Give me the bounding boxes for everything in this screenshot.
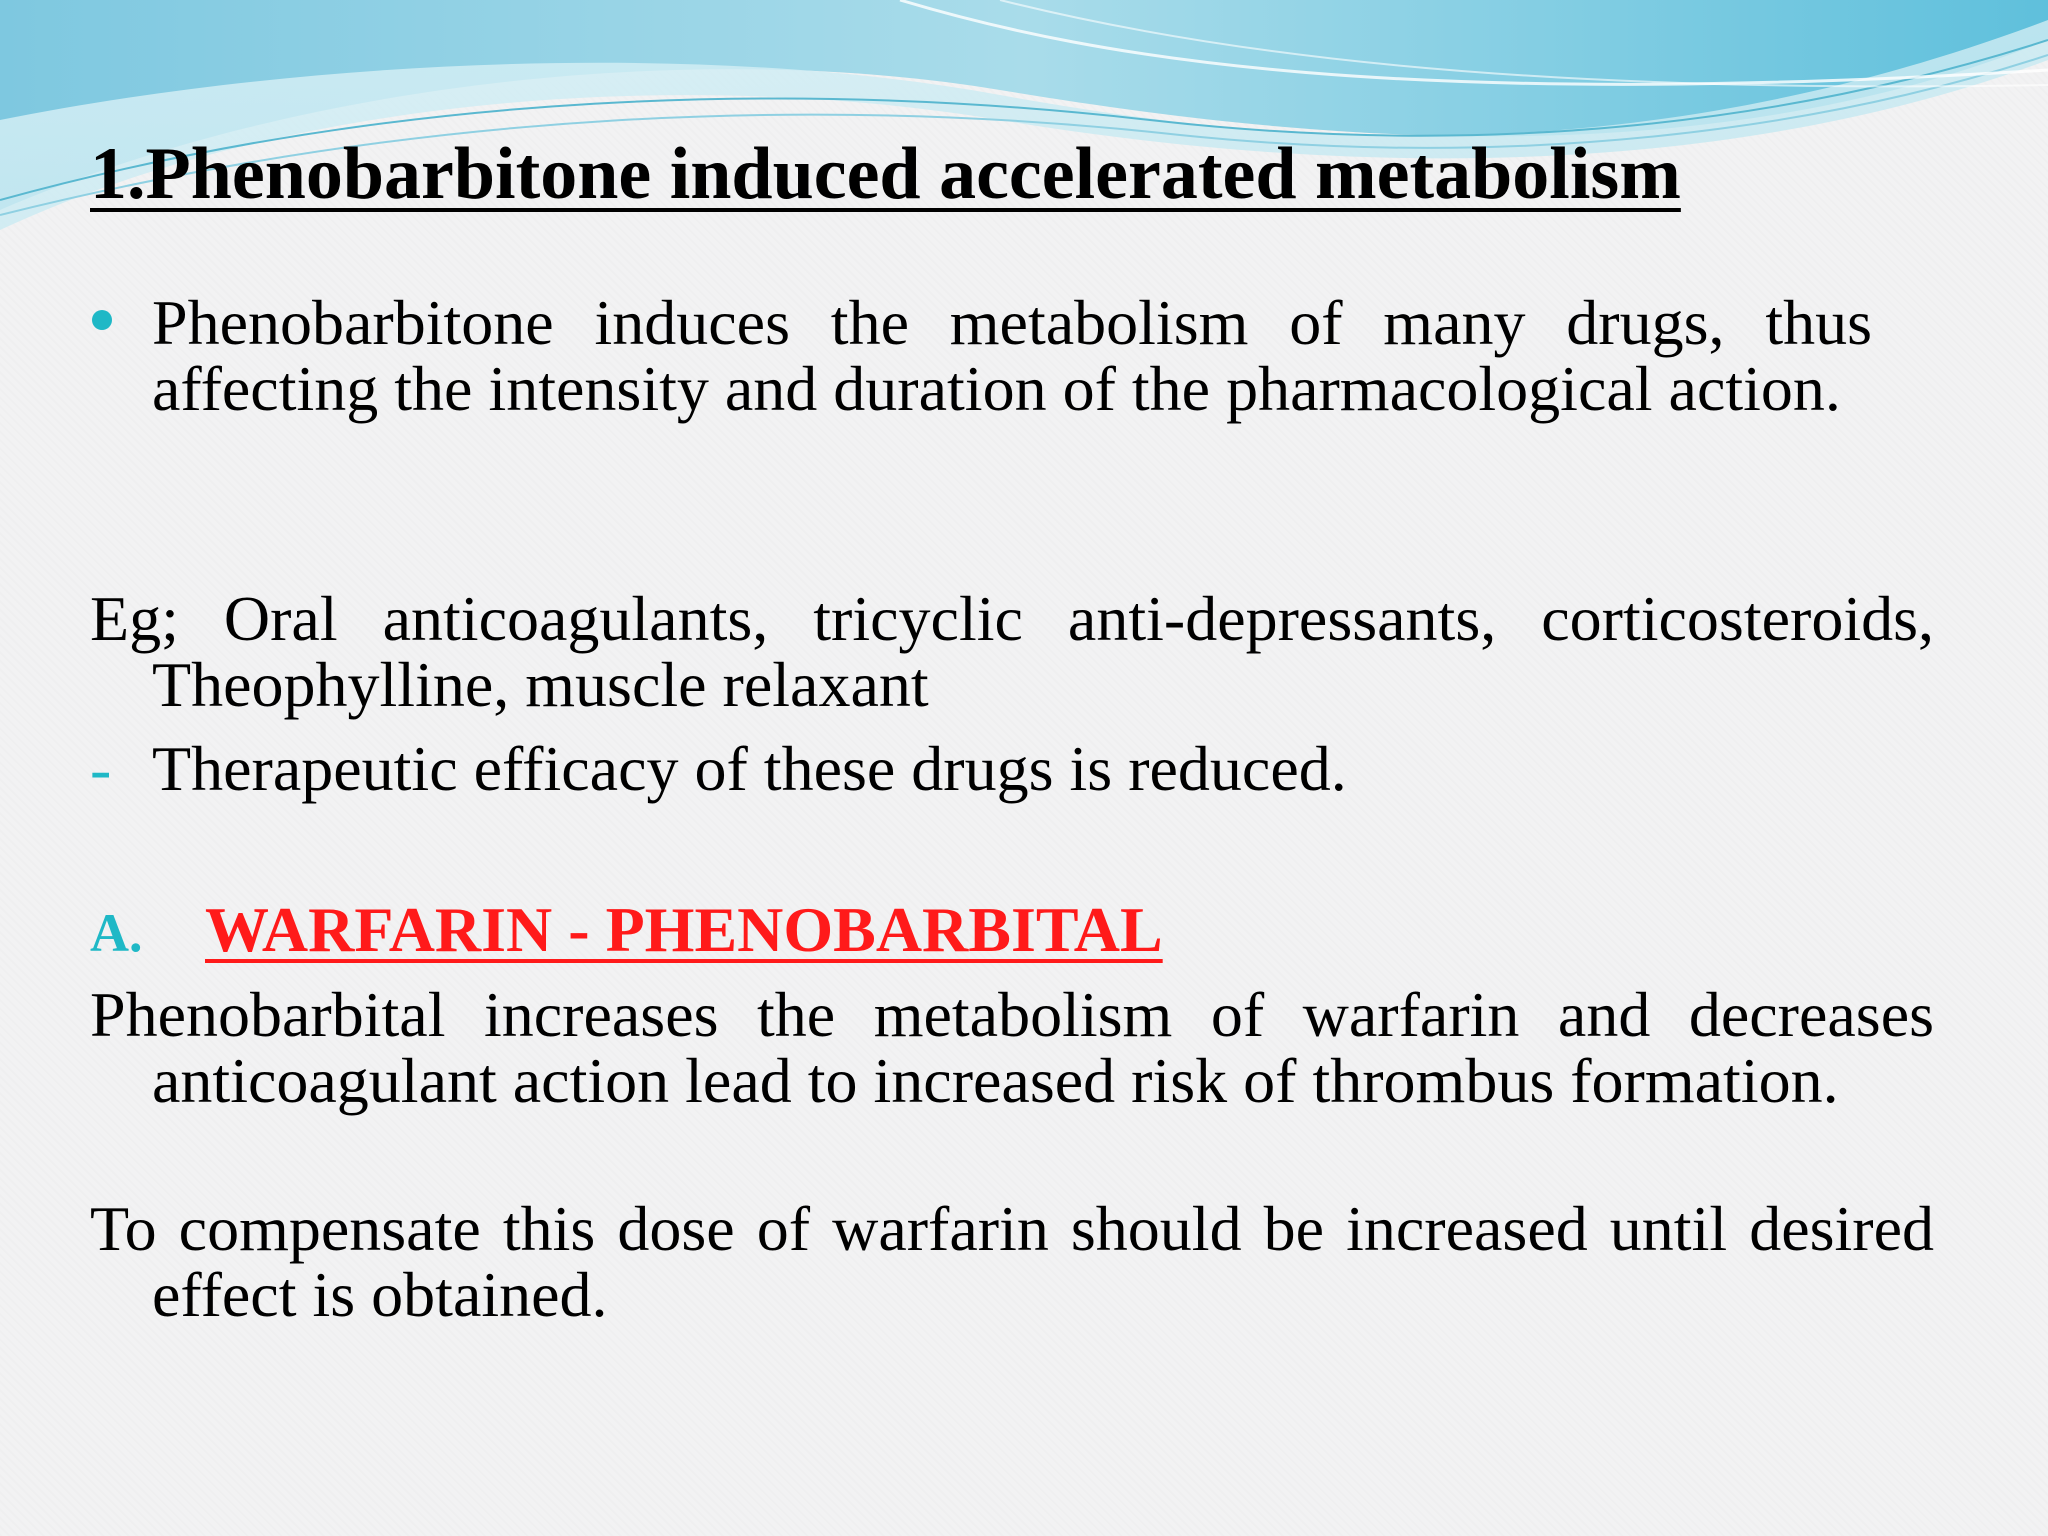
subheading-marker: A. — [90, 903, 143, 963]
warfarin-paragraph-2: To compensate this dose of warfarin should be increased until desired effect is obtained. — [90, 1193, 1934, 1330]
warfarin-paragraph-1: Phenobarbital increases the metabolism of warfarin and decreases anticoagulant action lead to increased risk of thrombus formation. — [90, 979, 1934, 1116]
subheading — [90, 895, 1163, 968]
slide-title: 1.Phenobarbitone induced accelerated metabolism — [90, 133, 1681, 215]
bullet-item — [90, 287, 1872, 424]
example-paragraph: Eg; Oral anticoagulants, tricyclic anti-depressants, corticosteroids, Theophylline, muscle relaxant — [90, 583, 1934, 720]
dash-item-text: Therapeutic efficacy of these drugs is reduced. — [152, 733, 1347, 804]
dash-marker: - — [90, 733, 112, 804]
wave-header-decoration — [0, 0, 2048, 260]
bullet-dot-icon — [92, 310, 112, 330]
dash-item — [90, 733, 1347, 804]
bullet-text: Phenobarbitone induces the metabolism of many drugs, thus affecting the intensity and duration of the pharmacological action. — [152, 287, 1872, 424]
subheading-label: WARFARIN - PHENOBARBITAL — [205, 894, 1163, 965]
